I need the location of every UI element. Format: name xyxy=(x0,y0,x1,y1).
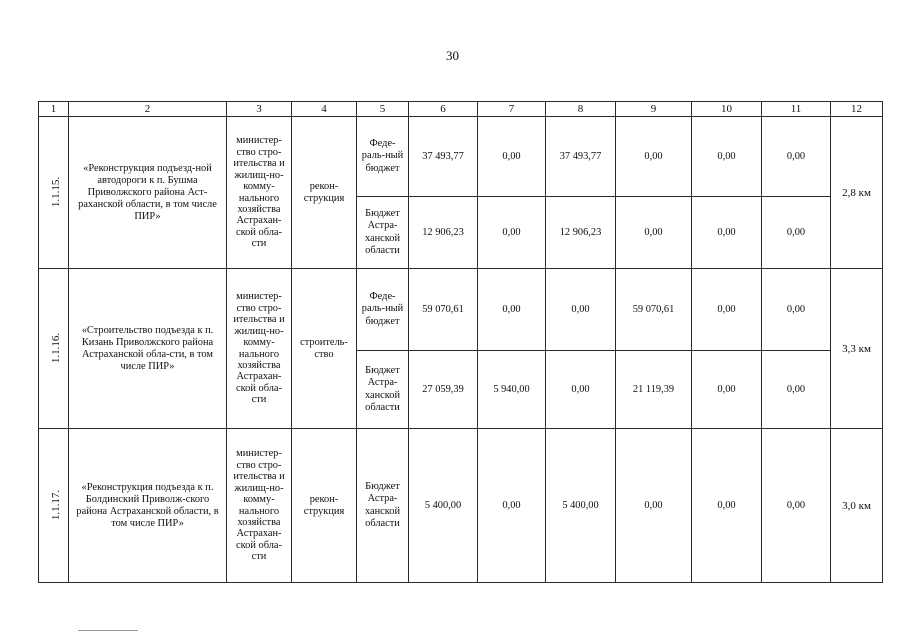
value-col10: 0,00 xyxy=(692,269,762,351)
road-length: 3,0 км xyxy=(831,429,883,583)
value-col9: 59 070,61 xyxy=(616,269,692,351)
value-total: 5 400,00 xyxy=(409,429,478,583)
value-col8: 37 493,77 xyxy=(546,117,616,197)
column-header: 11 xyxy=(762,102,831,117)
column-header: 5 xyxy=(357,102,409,117)
column-number-row xyxy=(39,102,883,117)
column-header: 4 xyxy=(292,102,357,117)
row-code-cell xyxy=(39,117,69,269)
value-col7: 0,00 xyxy=(478,117,546,197)
work-type: рекон-струкция xyxy=(292,429,357,583)
row-code: 1.1.15. xyxy=(50,176,63,208)
work-type: строитель-ство xyxy=(292,269,357,429)
value-col8: 0,00 xyxy=(546,351,616,429)
row-code-cell xyxy=(39,429,69,583)
value-col10: 0,00 xyxy=(692,429,762,583)
value-col8: 12 906,23 xyxy=(546,197,616,269)
column-header: 10 xyxy=(692,102,762,117)
value-col9: 0,00 xyxy=(616,117,692,197)
object-name: «Строительство подъезда к п. Кизань Приволжского района Астраханской обла-сти, в том числе ПИР» xyxy=(69,269,227,429)
value-total: 12 906,23 xyxy=(409,197,478,269)
value-total: 27 059,39 xyxy=(409,351,478,429)
funding-source: Феде-раль-ный бюджет xyxy=(357,117,409,197)
value-col9: 21 119,39 xyxy=(616,351,692,429)
responsible-org: министер-ство стро-ительства и жилищ-но-комму-нального хозяйства Астрахан-ской обла-сти xyxy=(227,117,292,269)
row-code: 1.1.16. xyxy=(50,332,63,364)
column-header: 1 xyxy=(39,102,69,117)
row-code-cell xyxy=(39,269,69,429)
column-header: 6 xyxy=(409,102,478,117)
financing-table xyxy=(38,101,883,583)
column-header: 12 xyxy=(831,102,883,117)
funding-source: Феде-раль-ный бюджет xyxy=(357,269,409,351)
value-col9: 0,00 xyxy=(616,197,692,269)
column-header: 2 xyxy=(69,102,227,117)
value-total: 59 070,61 xyxy=(409,269,478,351)
table-row xyxy=(39,117,883,197)
value-col7: 5 940,00 xyxy=(478,351,546,429)
funding-source: Бюджет Астра-ханской области xyxy=(357,351,409,429)
value-col11: 0,00 xyxy=(762,429,831,583)
work-type: рекон-струкция xyxy=(292,117,357,269)
row-code: 1.1.17. xyxy=(50,489,63,521)
value-col8: 5 400,00 xyxy=(546,429,616,583)
value-col11: 0,00 xyxy=(762,269,831,351)
funding-source: Бюджет Астра-ханской области xyxy=(357,197,409,269)
road-length: 3,3 км xyxy=(831,269,883,429)
value-col9: 0,00 xyxy=(616,429,692,583)
responsible-org: министер-ство стро-ительства и жилищ-но-комму-нального хозяйства Астрахан-ской обла-сти xyxy=(227,429,292,583)
value-col10: 0,00 xyxy=(692,197,762,269)
funding-source: Бюджет Астра-ханской области xyxy=(357,429,409,583)
responsible-org: министер-ство стро-ительства и жилищ-но-комму-нального хозяйства Астрахан-ской обла-сти xyxy=(227,269,292,429)
value-col7: 0,00 xyxy=(478,429,546,583)
object-name: «Реконструкция подъезд-ной автодороги к п. Бушма Приволжского района Аст-раханской области, в том числе ПИР» xyxy=(69,117,227,269)
value-col8: 0,00 xyxy=(546,269,616,351)
value-col7: 0,00 xyxy=(478,197,546,269)
object-name: «Реконструкция подъезда к п. Болдинский Приволж-ского района Астраханской области, в том числе ПИР» xyxy=(69,429,227,583)
value-col11: 0,00 xyxy=(762,351,831,429)
column-header: 7 xyxy=(478,102,546,117)
value-col10: 0,00 xyxy=(692,117,762,197)
page-number: 30 xyxy=(446,48,459,63)
column-header: 3 xyxy=(227,102,292,117)
value-col7: 0,00 xyxy=(478,269,546,351)
column-header: 9 xyxy=(616,102,692,117)
value-col11: 0,00 xyxy=(762,197,831,269)
table-row xyxy=(39,429,883,583)
column-header: 8 xyxy=(546,102,616,117)
value-total: 37 493,77 xyxy=(409,117,478,197)
table-row xyxy=(39,269,883,351)
footer-divider xyxy=(78,630,138,631)
value-col10: 0,00 xyxy=(692,351,762,429)
road-length: 2,8 км xyxy=(831,117,883,269)
value-col11: 0,00 xyxy=(762,117,831,197)
